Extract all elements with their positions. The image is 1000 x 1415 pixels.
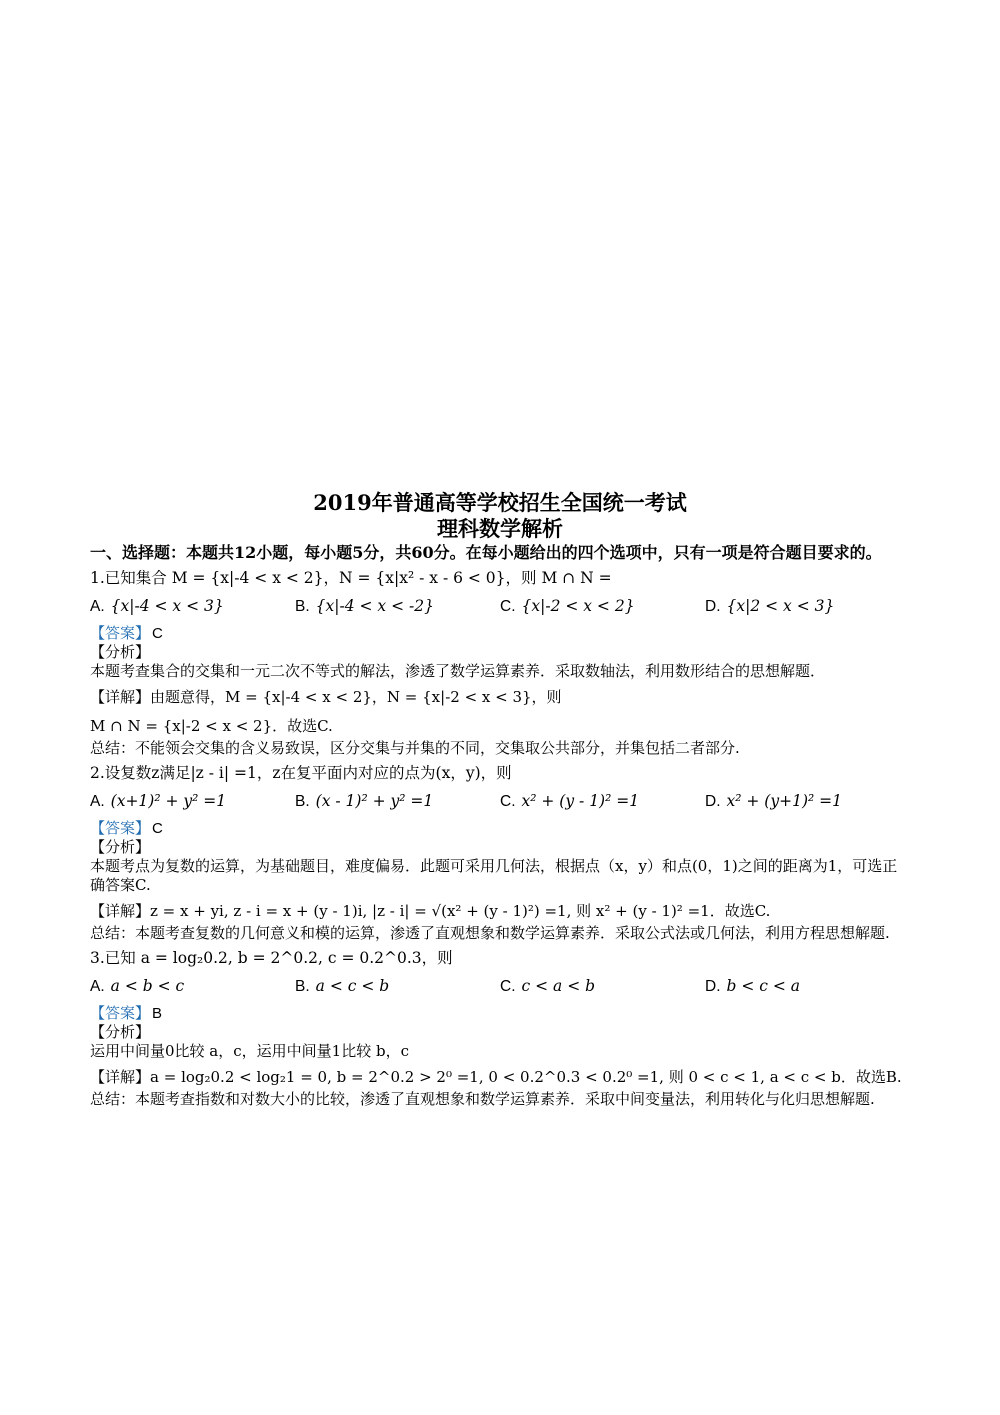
question-stem: 3.已知 a = log₂0.2, b = 2^0.2, c = 0.2^0.3，则	[90, 949, 453, 967]
analysis-label: 【分析】	[90, 1023, 151, 1041]
section-heading: 一、选择题：本题共12小题，每小题5分，共60分。在每小题给出的四个选项中，只有一项是符合题目要求的。	[90, 543, 882, 562]
summary-text: 总结：本题考查指数和对数大小的比较，渗透了直观想象和数学运算素养．采取中间变量法，利用转化与化归思想解题.	[90, 1090, 875, 1108]
question-1	[90, 567, 910, 758]
answer-line: 【答案】 B	[90, 1004, 163, 1022]
detail-line: 【详解】z = x + yi, z - i = x + (y - 1)i, |z - i| = √(x² + (y - 1)²) =1, 则 x² + (y - 1)² =1．故选C.	[90, 902, 771, 920]
question-2	[90, 762, 910, 943]
options-row	[90, 972, 910, 1001]
answer-line: 【答案】 C	[90, 624, 163, 642]
option-c: C. {x|-2 < x < 2}	[500, 597, 635, 615]
option-b: B. {x|-4 < x < -2}	[295, 597, 434, 615]
analysis-text: 本题考查集合的交集和一元二次不等式的解法，渗透了数学运算素养．采取数轴法，利用数形结合的思想解题．	[90, 662, 826, 680]
analysis-text: 运用中间量0比较 a，c，运用中间量1比较 b，c	[90, 1042, 409, 1060]
analysis-label: 【分析】	[90, 838, 151, 856]
options-row	[90, 787, 910, 816]
option-b: B. a < c < b	[295, 977, 390, 995]
options-row	[90, 592, 910, 621]
option-a: A. {x|-4 < x < 3}	[90, 597, 224, 615]
detail-line: 【详解】a = log₂0.2 < log₂1 = 0, b = 2^0.2 > 2⁰ =1, 0 < 0.2^0.3 < 0.2⁰ =1, 则 0 < c < 1, a < c < b．故选B.	[90, 1068, 902, 1086]
option-d: D. b < c < a	[705, 977, 801, 995]
summary-text: 总结：本题考查复数的几何意义和模的运算，渗透了直观想象和数学运算素养．采取公式法或几何法，利用方程思想解题.	[90, 924, 890, 942]
summary-text: 总结：不能领会交集的含义易致误，区分交集与并集的不同，交集取公共部分，并集包括二者部分.	[90, 739, 740, 757]
document-content	[90, 490, 910, 1109]
answer-line: 【答案】 C	[90, 819, 163, 837]
question-stem: 1.已知集合 M = {x|-4 < x < 2}，N = {x|x² - x - 6 < 0}，则 M ∩ N =	[90, 569, 612, 587]
option-a: A. (x+1)² + y² =1	[90, 792, 227, 810]
option-b: B. (x - 1)² + y² =1	[295, 792, 434, 810]
option-c: C. c < a < b	[500, 977, 596, 995]
question-3	[90, 947, 910, 1109]
option-d: D. x² + (y+1)² =1	[705, 792, 842, 810]
detail-line-2: M ∩ N = {x|-2 < x < 2}．故选C.	[90, 717, 333, 735]
option-d: D. {x|2 < x < 3}	[705, 597, 835, 615]
detail-line: 【详解】由题意得，M = {x|-4 < x < 2}，N = {x|-2 < x < 3}，则	[90, 688, 562, 706]
option-a: A. a < b < c	[90, 977, 185, 995]
option-c: C. x² + (y - 1)² =1	[500, 792, 640, 810]
analysis-label: 【分析】	[90, 643, 151, 661]
document-title: 2019年普通高等学校招生全国统一考试	[313, 490, 687, 515]
question-stem: 2.设复数z满足|z - i| =1，z在复平面内对应的点为(x，y)，则	[90, 764, 512, 782]
document-subtitle: 理科数学解析	[437, 516, 563, 541]
analysis-text: 本题考点为复数的运算，为基础题目，难度偏易．此题可采用几何法，根据点（x，y）和点(0，1)之间的距离为1，可选正确答案C.	[90, 857, 898, 894]
